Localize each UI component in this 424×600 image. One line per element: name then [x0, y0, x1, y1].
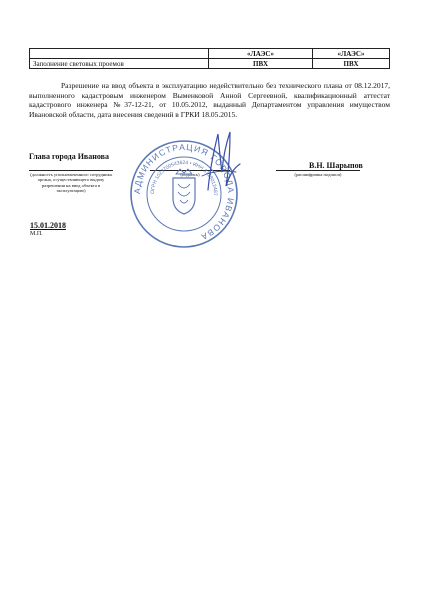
signer-name: В.Н. Шарыпов — [309, 161, 363, 170]
table-cell-label — [30, 49, 209, 59]
table-cell-value: «ЛАЭС» — [209, 49, 313, 59]
svg-text:АДМИНИСТРАЦИЯ ГОРОДА ИВАНОВА: АДМИНИСТРАЦИЯ ГОРОДА ИВАНОВА — [131, 141, 237, 243]
table-cell-value: ПВХ — [313, 59, 390, 69]
name-caption: (расшифровка подписи) — [294, 172, 342, 177]
name-line — [276, 170, 360, 171]
issue-date: 15.01.2018 — [30, 221, 66, 230]
handwritten-signature — [196, 128, 246, 198]
signature-caption: (подпись) — [180, 172, 200, 177]
technical-plan-note: Разрешение на ввод объекта в эксплуатацию недействительно без технического плана от 08.12.2017, выполненного кадастровым инженером Выменковой Анной Сергеевной, квалификационный аттестат кадастрового инженера №37-12-21, от 10.05.2012, выданный Департаментом управления имуществом Ивановской области, дата внесения сведений в ГРКИ 18.05.2015. — [29, 81, 390, 119]
table-cell-label: Заполнение световых проемов — [30, 59, 209, 69]
table-cell-value: «ЛАЭС» — [313, 49, 390, 59]
position-title: Глава города Иванова — [29, 152, 109, 161]
position-caption: (должность уполномоченного сотрудника органа, осуществляющего выдачу разрешения на ввод объекта в эксплуатацию) — [30, 172, 112, 194]
table-row — [30, 59, 390, 69]
materials-table — [29, 48, 390, 69]
seal-place-label: М.П. — [30, 231, 43, 237]
table-cell-value: ПВХ — [209, 59, 313, 69]
position-line — [29, 170, 113, 171]
svg-text:ОГРН 1023700543624 • ИНН 37280: ОГРН 1023700543624 • ИНН 3728012487 — [149, 159, 219, 196]
table-row — [30, 49, 390, 59]
